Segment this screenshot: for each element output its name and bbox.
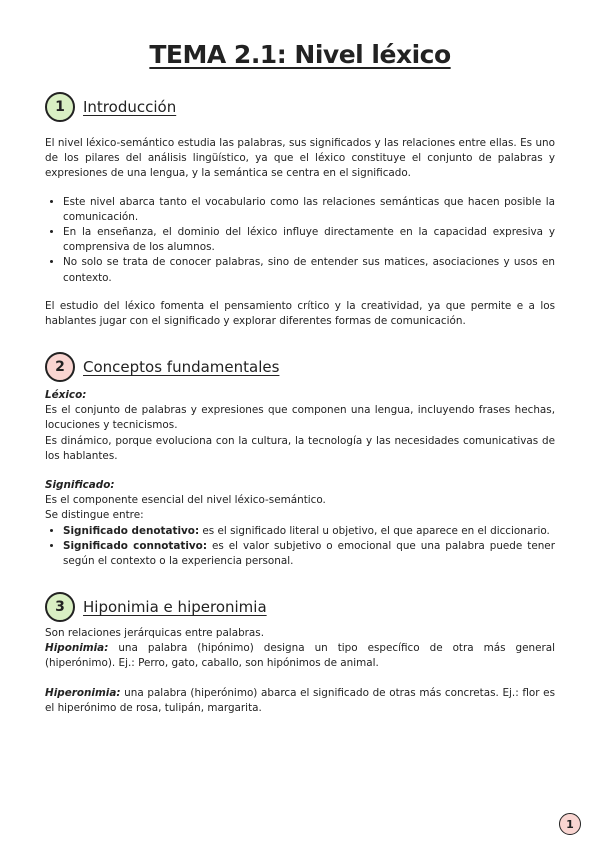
section-number-badge: 1 — [45, 92, 75, 122]
list-item — [63, 539, 555, 569]
list-item: • En la enseñanza, el dominio del léxico influye directamente en la capacidad expresiva y comprensiva de los alumnos. — [63, 225, 555, 255]
closing-paragraph: El estudio del léxico fomenta el pensamiento crítico y la creatividad, ya que permite e a los hablantes jugar con el significado y explorar diferentes formas de comunicación. — [45, 299, 555, 328]
page-number: 1 — [559, 813, 581, 835]
hiponimia-paragraph — [45, 641, 555, 671]
section-number-badge: 3 — [45, 592, 75, 622]
section-header-conceptos — [45, 352, 279, 382]
section-header-introduccion — [45, 92, 176, 122]
lexico-definition: Es dinámico, porque evoluciona con la cultura, la tecnología y las necesidades comunicativas de los hablantes. — [45, 434, 555, 462]
hiponimia-term: Hiponimia: — [45, 642, 109, 655]
section-number-badge: 2 — [45, 352, 75, 382]
hiperonimia-text: una palabra (hiperónimo) abarca el significado de otras más concretas. Ej.: flor es el hiperónimo de rosa, tulipán, margarita. — [45, 686, 555, 714]
intro-paragraph: El nivel léxico-semántico estudia las palabras, sus significados y las relaciones entre ellas. Es uno de los pilares del análisis lingüístico, ya que el léxico constituye el conjunto de palabras y expresiones de una lengua, y la semántica se centra en el significado. — [45, 137, 555, 180]
denotativo-text: es el significado literal u objetivo, el que aparece en el diccionario. — [199, 524, 550, 537]
section-header-hiponimia — [45, 592, 267, 622]
hiperonimia-paragraph — [45, 686, 555, 716]
section-3-body — [45, 626, 555, 716]
hiponimia-intro: Son relaciones jerárquicas entre palabras. — [45, 627, 265, 639]
list-item: • No solo se trata de conocer palabras, sino de entender sus matices, asociaciones y usos en contexto. — [63, 255, 555, 285]
lexico-definition: Es el conjunto de palabras y expresiones que componen una lengua, incluyendo frases hechas, locuciones y tecnicismos. — [45, 404, 555, 432]
significado-definition: Es el componente esencial del nivel léxico-semántico. — [45, 494, 326, 507]
section-1-body — [45, 136, 555, 329]
significado-term: Significado: — [45, 479, 115, 492]
intro-bullet-list — [45, 195, 555, 286]
significado-definition: Se distingue entre: — [45, 509, 144, 522]
denotativo-term: Significado denotativo: — [63, 524, 200, 537]
section-title: Introducción — [83, 98, 177, 116]
lexico-term: Léxico: — [45, 389, 87, 401]
list-item: • Este nivel abarca tanto el vocabulario como las relaciones semánticas que hacen posible la comunicación. — [63, 195, 555, 225]
significado-list — [45, 524, 555, 570]
list-item — [63, 524, 555, 539]
section-title: Conceptos fundamentales — [83, 358, 280, 376]
hiponimia-text: una palabra (hipónimo) designa un tipo específico de otra más general (hiperónimo). Ej.: Perro, gato, caballo, son hipónimos de animal. — [45, 642, 555, 670]
section-2-body — [45, 388, 555, 569]
connotativo-text: es el valor subjetivo o emocional que una palabra puede tener según el contexto o la experiencia personal. — [63, 539, 555, 568]
connotativo-term: Significado connotativo: — [63, 539, 207, 552]
page-title: TEMA 2.1: Nivel léxico — [149, 40, 451, 69]
section-title: Hiponimia e hiperonimia — [83, 598, 267, 616]
hiperonimia-term: Hiperonimia: — [45, 686, 121, 699]
